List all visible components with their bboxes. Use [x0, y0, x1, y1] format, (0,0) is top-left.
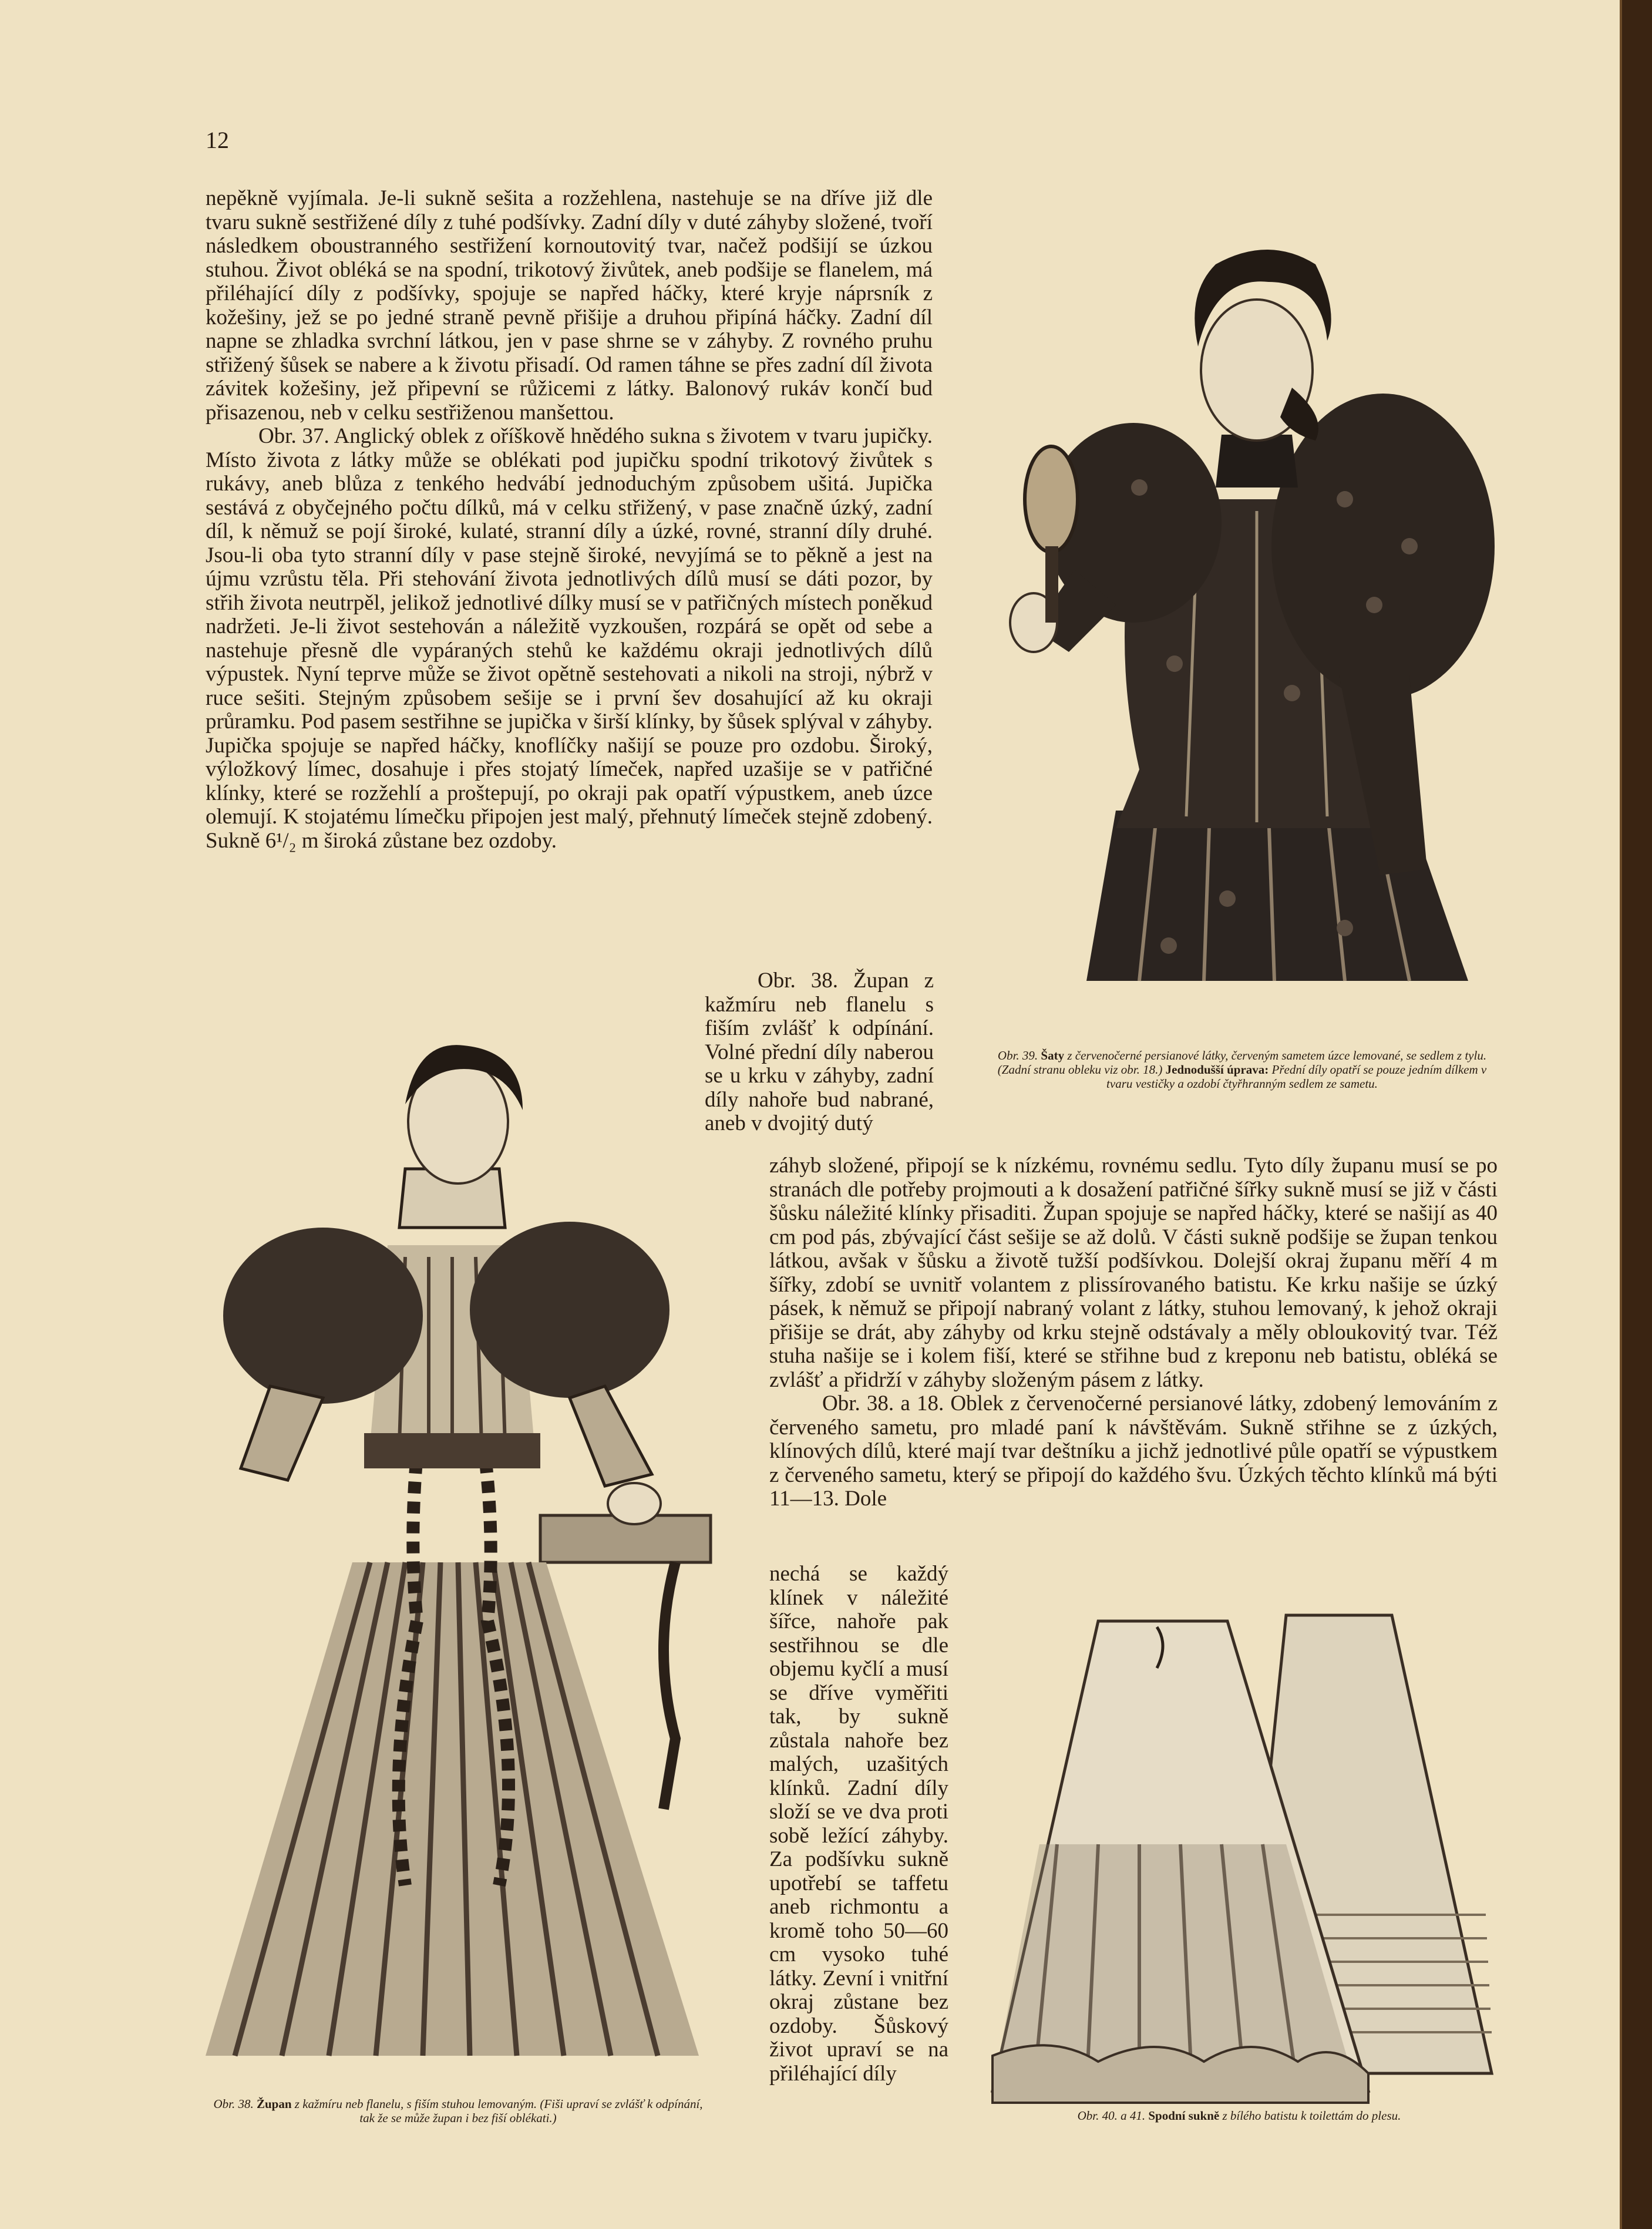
- caption-fig38-title: Župan: [256, 2097, 292, 2111]
- caption-fig39-text: z červenočerné persianové látky, červeným sametem úzce lemované, se sedlem z tylu. (Zadní stranu obleku viz obr. 18.): [997, 1048, 1487, 1077]
- paragraph-obr37: Obr. 37. Anglický oblek z oříškově hnědého sukna s životem v tvaru jupičky. Místo života z látky může se oblékati pod jupičku spodní trikotový živůtek s rukávy, aneb blůza z tenkého hedvábí jednoduchým způsobem ušitá. Jupička sestává z obyčejného počtu dílků, má v celku střižený, v pase značně úzký, zadní díl, k němuž se pojí široké, kulaté, stranní díly a úzké, rovné, stranní díly druhé. Jsou-li oba tyto stranní díly v pase stejně široké, nevyjímá se to pěkně a jest na újmu vzrůstu těla. Při stehování života jednotlivých dílů musí se dáti pozor, by střih života neutrpěl, jelikož jednotlivé dílky musí se v patřičných místech poněkud nadržeti. Je-li život sestehován a náležitě vyzkoušen, rozpárá se opět od sebe a nastehuje přesně dle vypáraných stehů ke každému okraji jednotlivých dílů výpustek. Nyní teprve může se život opětně sestehovati a nikoli na stroji, nýbrž v ruce sešiti. Stejným způsobem sešije se i první šev dosahující až ku okraji průramku. Pod pasem sestřihne se jupička v širší klínky, by šůsek splýval v záhyby. Jupička spojuje se napřed háčky, knoflíčky našijí se pouze pro ozdobu. Široký, výložkový límec, dosahuje i přes stojatý límeček, napřed uzašije se v patřičné klínky, které se rozžehlí a proštepují, po okraji pak opatří výpustkem, aneb úzce olemují. K stojatému límečku připojen jest malý, přehnutý límeček stejně zdobený. Sukně 6¹/₂ m široká zůstane bez ozdoby.: [206, 424, 933, 853]
- caption-fig40-title: Spodní sukně: [1148, 2109, 1220, 2123]
- page-edge-line: [1620, 0, 1622, 2229]
- caption-fig40-label: Obr. 40. a 41.: [1077, 2109, 1146, 2123]
- caption-fig39-title: Šaty: [1041, 1048, 1065, 1063]
- paragraph-obr38-18: Obr. 38. a 18. Oblek z červenočerné persianové látky, zdobený lemováním z červeného sametu, pro mladé paní k návštěvám. Sukně střihne se z úzkých, klínových dílů, které mají tvar deštníku a jichž jednotlivé půle opatří se výpustkem z červeného sametu, který se připojí do každého švu. Úzkých těchto klínků má býti 11—13. Dole: [769, 1391, 1498, 1511]
- text-column-middle: [769, 1154, 1498, 1511]
- illustration-woman-with-mirror: [963, 194, 1503, 987]
- illustration-woman-in-dressing-gown: [194, 1034, 722, 2091]
- caption-fig39-text2: Přední díly opatří se pouze jedním dílkem v tvaru vestičky a ozdobí čtyřhranným sedlem ze sametu.: [1106, 1063, 1487, 1091]
- caption-fig40-41: [975, 2109, 1503, 2123]
- illustration-petticoats: [981, 1609, 1498, 2120]
- figure-39: [963, 194, 1503, 987]
- paragraph-obr38-continued: záhyb složené, připojí se k nízkému, rovnému sedlu. Tyto díly županu musí se po stranách dle potřeby projmouti a k dosažení patřičné šířky sukně musí se již v části šůsku náležité klínky přisaditi. Župan spojuje se napřed háčky, které se našijí as 40 cm pod pás, zbývající část sešije se až dolů. V části sukně podšije se župan tenkou látkou, avšak v šůsku a životě tužší podšívkou. Dolejší okraj županu měří 4 m šířky, zdobí se uvnitř volantem z plissírovaného batistu. Ke krku našije se úzký pásek, k němuž se připojí nabraný volant z látky, stuhou lemovaný, k jehož okraji přišije se drát, aby záhyby od krku stejně odstávaly a měly obloukovitý tvar. Též stuha našije se i kolem fiší, které se střihne bud z kreponu neb batistu, obléká se zvlášť a přidrží v záhyby složeným pásem z látky.: [769, 1154, 1498, 1392]
- paragraph-intro: nepěkně vyjímala. Je-li sukně sešita a rozžehlena, nastehuje se na dříve již dle tvaru sukně sestřižené díly z tuhé podšívky. Zadní díly v duté záhyby složené, tvoří následkem oboustranného sestřižení kornoutovitý tvar, načež podšijí se úzkou stuhou. Život obléká se na spodní, trikotový živůtek, aneb podšije se flanelem, má přiléhající díly z podšívky, spojuje se napřed háčky, které kryje náprsník z kožešiny, jež se po jedné straně pevně přišije a druhou připíná háčky. Zadní díl napne se zhladka svrchní látkou, jen v pase shrne se v záhyby. Z rovného pruhu střižený šůsek se nabere a k životu přisadí. Od ramen táhne se přes zadní díl života závitek kožešiny, jež připevní se růžicemi z látky. Balonový rukáv končí bud přisazenou, neb v celku sestřiženou manšettou.: [206, 186, 933, 425]
- page-number: 12: [206, 127, 229, 153]
- figure-40-41: [981, 1609, 1498, 2120]
- caption-fig38-label: Obr. 38.: [213, 2097, 254, 2111]
- caption-fig40-text: z bílého batistu k toilettám do plesu.: [1222, 2109, 1401, 2123]
- paragraph-narrow: nechá se každý klínek v náležité šířce, nahoře pak sestřihnou se dle objemu kyčlí a musí se dříve vyměřiti tak, by sukně zůstala nahoře bez malých, uzašitých klínků. Zadní díly složí se ve dva proti sobě ležící záhyby. Za podšívku sukně upotřebí se taffetu aneb richmontu a kromě toho 50—60 cm vysoko tuhé látky. Zevní i vnitřní okraj zůstane bez ozdoby. Šůskový život upraví se na přiléhající díly: [769, 1562, 948, 2086]
- caption-fig39-title2: Jednodušší úprava:: [1165, 1063, 1269, 1077]
- caption-fig39: [992, 1048, 1492, 1091]
- figure-38: [194, 1034, 722, 2091]
- book-binding-edge: [1621, 0, 1652, 2229]
- text-column-obr38-intro: [705, 969, 934, 1136]
- text-column-narrow: [769, 1562, 948, 2086]
- caption-fig38-text: z kažmíru neb flanelu, s fiším stuhou lemovaným. (Fiši upraví se zvlášť k odpínání, tak že se může župan i bez fiší oblékati.): [294, 2097, 703, 2125]
- caption-fig38: [206, 2097, 711, 2125]
- caption-fig39-label: Obr. 39.: [997, 1048, 1038, 1063]
- text-column-top: [206, 187, 933, 853]
- paragraph-obr38-intro: Obr. 38. Župan z kažmíru neb flanelu s fiším zvlášť k odpínání. Volné přední díly naberou se u krku v záhyby, zadní díly nahoře bud nabrané, aneb v dvojitý dutý: [705, 969, 934, 1135]
